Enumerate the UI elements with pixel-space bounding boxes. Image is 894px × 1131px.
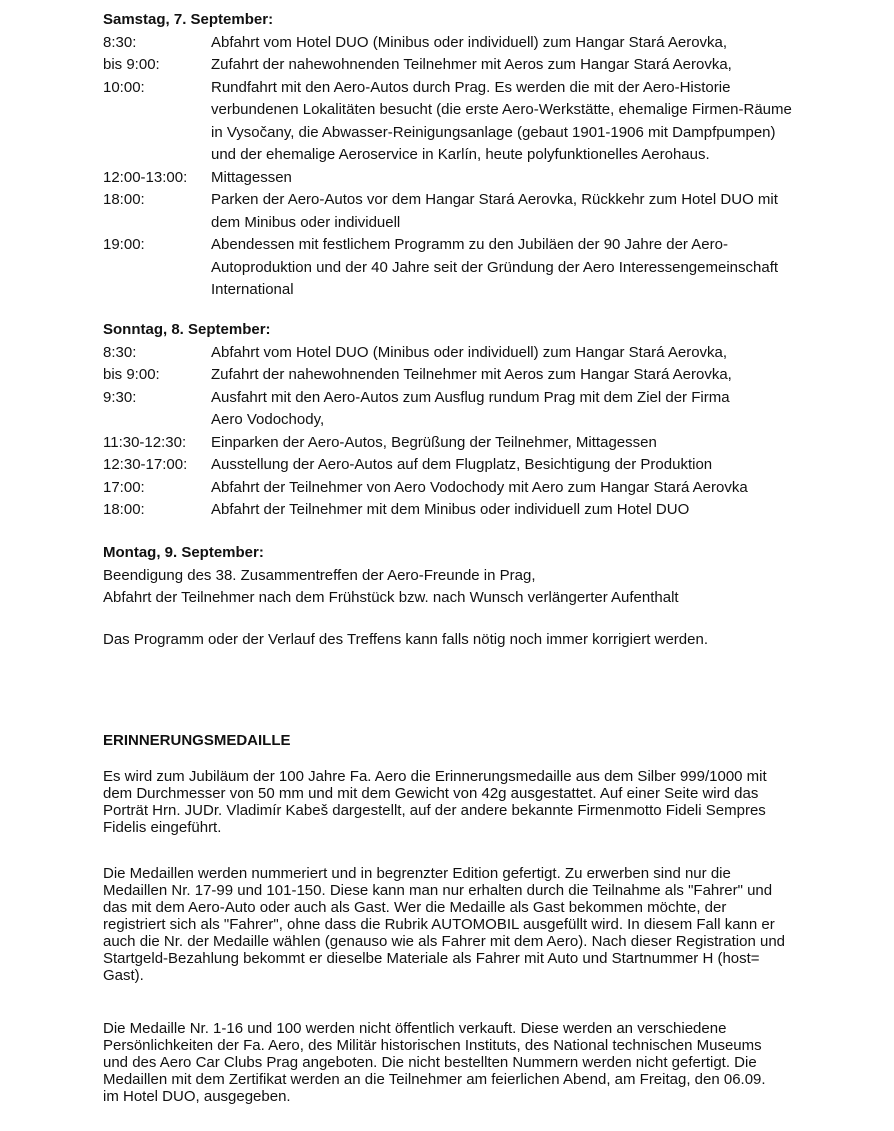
schedule-description: Ausfahrt mit den Aero-Autos zum Ausflug rundum Prag mit dem Ziel der Firma Aero Vodochody, [211, 388, 730, 428]
schedule-description: Ausstellung der Aero-Autos auf dem Flugplatz, Besichtigung der Produktion [211, 456, 713, 473]
schedule-row [103, 342, 748, 365]
schedule-time: 12:00-13:00: [103, 168, 188, 186]
schedule-row [103, 454, 748, 477]
medal-paragraph: Die Medaillen werden nummeriert und in begrenzter Edition gefertigt. Zu erwerben sind nur die Medaillen Nr. 17-99 und 101-150. Diese kann man nur erhalten durch die Teilnahme als "Fahrer" und das mit dem Aero-Auto oder auch als Gast. Wer die Medaille als Gast bekommen möchte, der registriert sich als "Fahrer", ohne dass die Rubrik AUTOMOBIL ausgefüllt wird. In diesem Fall kann er auch die Nr. der Medaille wählen (genauso wie als Fahrer mit dem Aero). Nach dieser Registration und Startgeld-Bezahlung bekommt er dieselbe Materiale als Fahrer mit Auto und Startnummer H (host= Gast). [103, 865, 786, 984]
schedule-row [103, 54, 792, 77]
schedule-description: Zufahrt der nahewohnenden Teilnehmer mit Aeros zum Hangar Stará Aerovka, [211, 366, 732, 383]
schedule-time: 18:00: [103, 191, 145, 208]
schedule-time: 17:00: [103, 478, 145, 496]
day-heading: Montag, 9. September: [103, 544, 264, 561]
schedule-description: Abfahrt der Teilnehmer mit dem Minibus oder individuell zum Hotel DUO [211, 501, 690, 518]
schedule-time: 11:30-12:30: [103, 433, 187, 451]
schedule-time: 19:00: [103, 236, 145, 253]
schedule-row [103, 364, 748, 387]
schedule-monday [103, 542, 679, 610]
medal-paragraph: Die Medaille Nr. 1-16 und 100 werden nicht öffentlich verkauft. Diese werden an verschiedene Persönlichkeiten der Fa. Aero, des Militär historischen Instituts, des National technischen Museums und des Aero Car Clubs Prag angeboten. Die nicht bestellten Nummern werden nicht gefertigt. Die Medaillen mit dem Zertifikat werden an die Teilnehmer am feierlichen Abend, am Freitag, den 06.09. im Hotel DUO, ausgegeben. [103, 1020, 766, 1105]
schedule-row [103, 432, 748, 455]
schedule-row [103, 32, 792, 55]
schedule-description: Abendessen mit festlichem Programm zu den Jubiläen der 90 Jahre der Aero- Autoproduktion und der 40 Jahre seit der Gründung der Aero Interessengemeinschaft International [211, 236, 779, 298]
schedule-description: Abfahrt vom Hotel DUO (Minibus oder individuell) zum Hangar Stará Aerovka, [211, 343, 728, 361]
program-change-note: Das Programm oder der Verlauf des Treffens kann falls nötig noch immer korrigiert werden. [103, 631, 708, 648]
schedule-saturday [103, 9, 792, 302]
schedule-description: Rundfahrt mit den Aero-Autos durch Prag. Es werden die mit der Aero-Historie verbundenen Lokalitäten besucht (die erste Aero-Werkstätte, ehemalige Firmen-Räume in Vysočany, die Abwasser-Reinigungsanlage (gebaut 1901-1906 mit Dampfpumpen) und der ehemalige Aeroservice in Karlín, heute polyfunktionelles Aerohaus. [211, 78, 792, 163]
schedule-time: bis 9:00: [103, 56, 160, 73]
schedule-description: Abfahrt vom Hotel DUO (Minibus oder individuell) zum Hangar Stará Aerovka, [211, 33, 728, 51]
schedule-row [103, 167, 792, 190]
schedule-description: Abfahrt der Teilnehmer von Aero Vodochody mit Aero zum Hangar Stará Aerovka [211, 478, 748, 496]
schedule-row [103, 77, 792, 167]
day-heading: Sonntag, 8. September: [103, 321, 271, 338]
schedule-description: Mittagessen [211, 168, 292, 186]
schedule-description: Einparken der Aero-Autos, Begrüßung der Teilnehmer, Mittagessen [211, 433, 657, 451]
schedule-time: 8:30: [103, 33, 137, 51]
day-heading: Samstag, 7. September: [103, 11, 274, 28]
schedule-time: 12:30-17:00: [103, 456, 188, 473]
medal-paragraph: Es wird zum Jubiläum der 100 Jahre Fa. Aero die Erinnerungsmedaille aus dem Silber 999/1000 mit dem Durchmesser von 50 mm und mit dem Gewicht von 42g ausgestattet. Auf einer Seite wird das Porträt Hrn. JUDr. Vladimír Kabeš dargestellt, auf der andere bekannte Firmenmotto Fideli Sempres Fidelis eingeführt. [103, 768, 767, 836]
schedule-time: 10:00: [103, 78, 145, 96]
schedule-time: bis 9:00: [103, 366, 160, 383]
schedule-row [103, 499, 748, 522]
schedule-description: Parken der Aero-Autos vor dem Hangar Stará Aerovka, Rückkehr zum Hotel DUO mit dem Minibus oder individuell [211, 191, 778, 231]
schedule-time: 18:00: [103, 501, 145, 518]
schedule-description: Zufahrt der nahewohnenden Teilnehmer mit Aeros zum Hangar Stará Aerovka, [211, 56, 732, 73]
monday-text: Beendigung des 38. Zusammentreffen der Aero-Freunde in Prag, Abfahrt der Teilnehmer nach dem Frühstück bzw. nach Wunsch verlängerter Aufenthalt [103, 566, 679, 606]
schedule-row [103, 234, 792, 302]
schedule-row [103, 387, 748, 432]
section-heading-medal: ERINNERUNGSMEDAILLE [103, 732, 291, 749]
schedule-row [103, 189, 792, 234]
schedule-time: 9:30: [103, 388, 137, 406]
schedule-sunday [103, 319, 748, 522]
schedule-time: 8:30: [103, 343, 137, 361]
schedule-row [103, 477, 748, 500]
